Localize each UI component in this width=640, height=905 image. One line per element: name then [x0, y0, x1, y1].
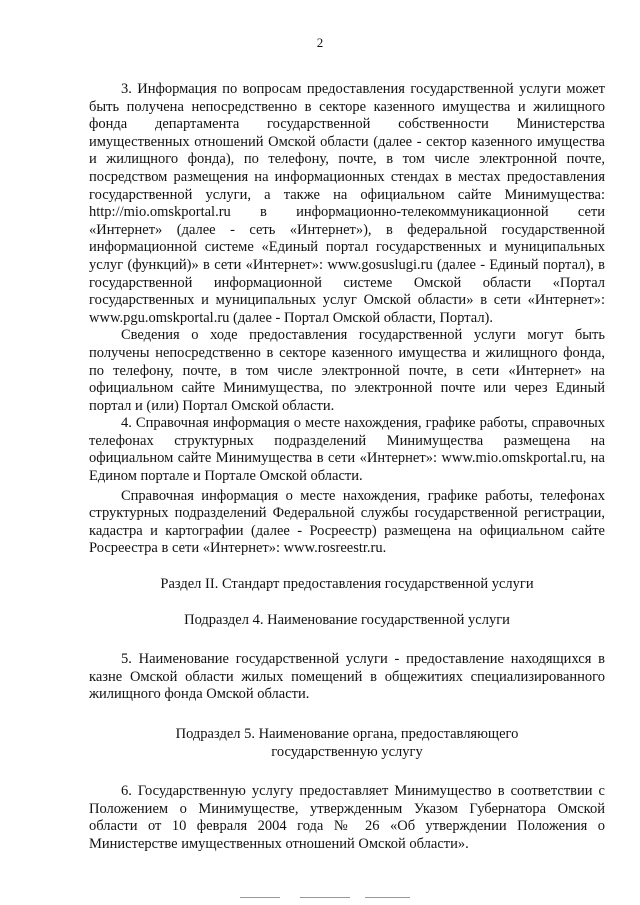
subsection-5-heading-line1: Подраздел 5. Наименование органа, предоставляющего: [175, 726, 519, 742]
paragraph-4: 4. Справочная информация о месте нахождения, графике работы, справочных телефонах структурных подразделений Минимущества размещена на официальном сайте Минимущества в сети «Интернет»: www.mio.omskportal.ru, на Едином портале и Портале Омской области.: [89, 415, 605, 485]
paragraph-3: 3. Информация по вопросам предоставления государственной услуги может быть получена непосредственно в секторе казенного имущества и жилищного фонда департамента государственной собственности Министерства имущественных отношений Омской области (далее - сектор казенного имущества и жилищного фонда), по телефону, почте, в том числе электронной почте, посредством размещения на информационных стендах в местах предоставления государственной услуги, а также на официальном сайте Минимущества: http://mio.omskportal.ru в информационно-телекоммуникационной сети «Интернет» (далее - сеть «Интернет»), в федеральной государственной информационной системе «Единый портал государственных и муниципальных услуг (функций)» в сети «Интернет»: www.gosuslugi.ru (далее - Единый портал), в государственной информационной системе Омской области «Портал государственных и муниципальных услуг Омской области» в сети «Интернет»: www.pgu.omskportal.ru (далее - Портал Омской области, Портал).: [89, 81, 605, 326]
paragraph-6: 6. Государственную услугу предоставляет Минимущество в соответствии с Положением о Минимуществе, утвержденным Указом Губернатора Омской области от 10 февраля 2004 года № 26 «Об утверждении Положения о Министерстве имущественных отношений Омской области».: [89, 783, 605, 852]
footer-scan-marks: [240, 897, 420, 901]
page-number: 2: [316, 35, 324, 50]
subsection-4-heading: Подраздел 4. Наименование государственной услуги: [184, 611, 510, 628]
subsection-5-heading-line2: государственную услугу: [271, 743, 423, 760]
paragraph-5: 5. Наименование государственной услуги - предоставление находящихся в казне Омской области жилых помещений в общежитиях специализированного жилищного фонда Омской области.: [89, 651, 605, 703]
section-2-heading: Раздел II. Стандарт предоставления государственной услуги: [160, 576, 534, 593]
paragraph-3-status: Сведения о ходе предоставления государственной услуги могут быть получены непосредственно в секторе казенного имущества и жилищного фонда, по телефону, почте, в том числе электронной почте, в сети «Интернет» на официальном сайте Минимущества, по электронной почте или через Единый портал и (или) Портал Омской области.: [89, 327, 605, 414]
paragraph-4-rosreestr: Справочная информация о месте нахождения, графике работы, телефонах структурных подразделений Федеральной службы государственной регистрации, кадастра и картографии (далее - Росреестр) размещена на официальном сайте Росреестра в сети «Интернет»: www.rosreestr.ru.: [89, 487, 605, 557]
document-body: [89, 81, 605, 854]
